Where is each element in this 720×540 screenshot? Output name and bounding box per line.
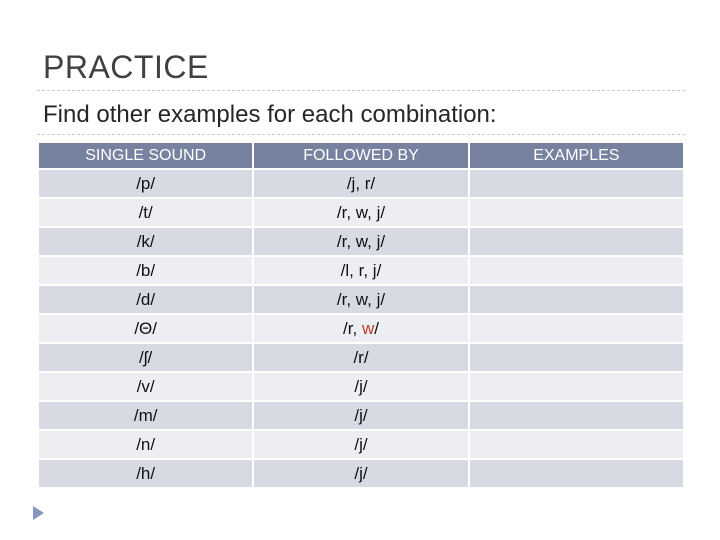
examples-cell[interactable] bbox=[470, 170, 683, 197]
table-header-row bbox=[39, 143, 683, 168]
examples-cell[interactable] bbox=[470, 199, 683, 226]
followed-by-cell: /l, r, j/ bbox=[254, 257, 467, 284]
header-followed-by: FOLLOWED BY bbox=[254, 143, 467, 168]
followed-by-cell: /r, w, j/ bbox=[254, 286, 467, 313]
single-sound-cell: /Θ/ bbox=[39, 315, 252, 342]
combinations-table bbox=[37, 141, 685, 489]
followed-by-cell: /j, r/ bbox=[254, 170, 467, 197]
table-row bbox=[39, 373, 683, 400]
table-row bbox=[39, 170, 683, 197]
examples-cell[interactable] bbox=[470, 257, 683, 284]
header-single-sound: SINGLE SOUND bbox=[39, 143, 252, 168]
highlighted-sound: w bbox=[361, 318, 375, 338]
single-sound-cell: /b/ bbox=[39, 257, 252, 284]
title-divider bbox=[37, 90, 685, 91]
followed-by-cell bbox=[254, 315, 467, 342]
examples-cell[interactable] bbox=[470, 402, 683, 429]
followed-by-text-end: / bbox=[374, 318, 379, 338]
triangle-bullet-icon bbox=[33, 506, 44, 520]
single-sound-cell: /m/ bbox=[39, 402, 252, 429]
table-row bbox=[39, 344, 683, 371]
examples-cell[interactable] bbox=[470, 373, 683, 400]
single-sound-cell: /ʃ/ bbox=[39, 344, 252, 371]
single-sound-cell: /p/ bbox=[39, 170, 252, 197]
followed-by-cell: /j/ bbox=[254, 431, 467, 458]
examples-cell[interactable] bbox=[470, 286, 683, 313]
single-sound-cell: /k/ bbox=[39, 228, 252, 255]
followed-by-cell: /j/ bbox=[254, 402, 467, 429]
table-row bbox=[39, 431, 683, 458]
table-row bbox=[39, 199, 683, 226]
single-sound-cell: /n/ bbox=[39, 431, 252, 458]
single-sound-cell: /t/ bbox=[39, 199, 252, 226]
table-row bbox=[39, 315, 683, 342]
single-sound-cell: /h/ bbox=[39, 460, 252, 487]
examples-cell[interactable] bbox=[470, 344, 683, 371]
table-row bbox=[39, 228, 683, 255]
followed-by-cell: /j/ bbox=[254, 373, 467, 400]
followed-by-cell: /r, w, j/ bbox=[254, 199, 467, 226]
single-sound-cell: /d/ bbox=[39, 286, 252, 313]
single-sound-cell: /v/ bbox=[39, 373, 252, 400]
examples-cell[interactable] bbox=[470, 228, 683, 255]
header-examples: EXAMPLES bbox=[470, 143, 683, 168]
examples-cell[interactable] bbox=[470, 460, 683, 487]
subtitle-divider bbox=[37, 134, 685, 135]
slide-subtitle: Find other examples for each combination: bbox=[43, 101, 497, 128]
followed-by-text: /r, bbox=[343, 318, 362, 338]
followed-by-cell: /r, w, j/ bbox=[254, 228, 467, 255]
table-row bbox=[39, 286, 683, 313]
slide-title: PRACTICE bbox=[43, 49, 209, 85]
examples-cell[interactable] bbox=[470, 431, 683, 458]
examples-cell[interactable] bbox=[470, 315, 683, 342]
table-row bbox=[39, 460, 683, 487]
followed-by-cell: /r/ bbox=[254, 344, 467, 371]
table-row bbox=[39, 402, 683, 429]
followed-by-cell: /j/ bbox=[254, 460, 467, 487]
table-row bbox=[39, 257, 683, 284]
